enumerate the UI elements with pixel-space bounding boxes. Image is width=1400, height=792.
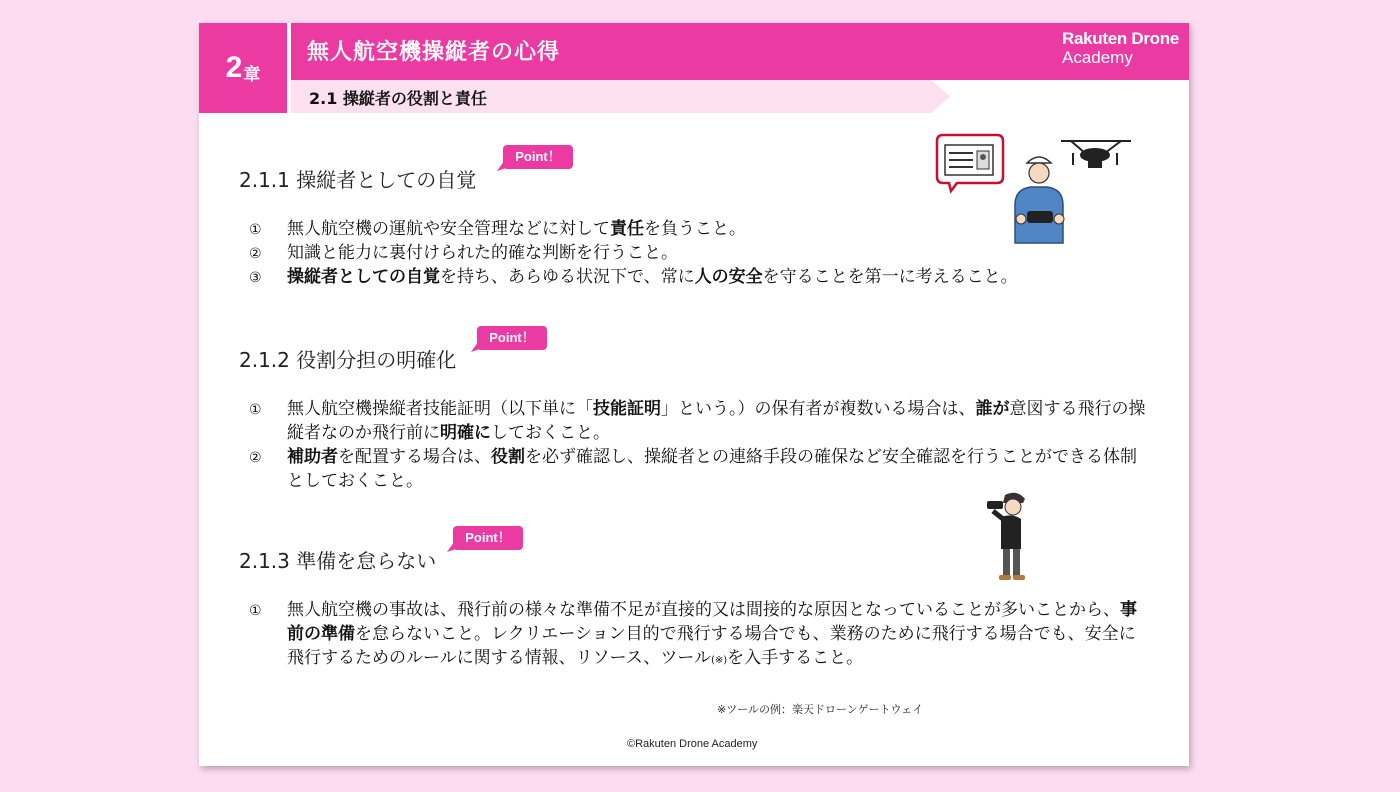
chapter-suffix: 章 bbox=[243, 64, 261, 85]
item-number: ① bbox=[249, 402, 262, 418]
chapter-number: 2 bbox=[225, 51, 243, 84]
section-subtitle: 2.1 操縦者の役割と責任 bbox=[309, 89, 487, 108]
item-text: 無人航空機の事故は、飛行前の様々な準備不足が直接的又は間接的な原因となっていることが多いことから、事前の準備を怠らないこと。レクリエーション目的で飛行する場合でも、業務のために飛行する場合でも、安全に飛行するためのルールに関する情報、リソース、ツール(※)を入手すること。 bbox=[287, 600, 1137, 668]
item-number: ① bbox=[249, 222, 262, 238]
item-text: 補助者を配置する場合は、役割を必ず確認し、操縦者との連絡手段の確保など安全確認を行うことができる体制としておくこと。 bbox=[287, 447, 1137, 491]
license-card-icon bbox=[937, 135, 1003, 191]
observer-with-binoculars-icon bbox=[987, 493, 1025, 580]
pilot-person-icon bbox=[1015, 157, 1064, 243]
list-item bbox=[249, 445, 1149, 493]
tool-note: ※ツールの例：楽天ドローンゲートウェイ bbox=[717, 703, 924, 716]
drone-icon bbox=[1061, 141, 1131, 167]
title-bar bbox=[291, 23, 1189, 80]
point-badge-1 bbox=[497, 145, 573, 173]
item-text: 操縦者としての自覚を持ち、あらゆる状況下で、常に人の安全を守ることを第一に考えること。 bbox=[287, 267, 1018, 287]
section-title-1: 2.1.1 操縦者としての自覚 bbox=[239, 168, 477, 192]
item-number: ② bbox=[249, 246, 262, 262]
copyright-footer: ©Rakuten Drone Academy bbox=[627, 738, 758, 750]
brand-line2: Academy bbox=[1061, 47, 1133, 67]
item-number: ② bbox=[249, 450, 262, 466]
subtitle-bar bbox=[291, 80, 951, 113]
item-text: 無人航空機の運航や安全管理などに対して責任を負うこと。 bbox=[287, 219, 746, 239]
observer-illustration bbox=[977, 489, 1037, 585]
slide bbox=[199, 23, 1189, 766]
item-text: 知識と能力に裏付けられた的確な判断を行うこと。 bbox=[287, 243, 678, 263]
point-badge-3 bbox=[447, 526, 523, 554]
pilot-illustration bbox=[935, 131, 1135, 246]
page-title: 無人航空機操縦者の心得 bbox=[307, 40, 561, 65]
section-title-3: 2.1.3 準備を怠らない bbox=[239, 549, 437, 573]
list-item bbox=[249, 598, 1149, 673]
note-mark: (※) bbox=[710, 655, 728, 666]
list-item bbox=[249, 397, 1149, 445]
item-number: ③ bbox=[249, 270, 262, 286]
point-badge-2 bbox=[471, 326, 547, 354]
item-text: 無人航空機操縦者技能証明（以下単に「技能証明」という。）の保有者が複数いる場合は、誰が意図する飛行の操縦者なのか飛行前に明確にしておくこと。 bbox=[287, 399, 1146, 443]
brand-line1: Rakuten Drone bbox=[1061, 29, 1179, 48]
point-badge-label: Point！ bbox=[453, 526, 523, 550]
item-number: ① bbox=[249, 603, 262, 619]
list-item bbox=[249, 265, 1149, 290]
chapter-box bbox=[199, 23, 287, 113]
brand-logo bbox=[1062, 30, 1179, 67]
point-badge-label: Point！ bbox=[503, 145, 573, 169]
point-badge-label: Point！ bbox=[477, 326, 547, 350]
section-title-2: 2.1.2 役割分担の明確化 bbox=[239, 348, 457, 372]
